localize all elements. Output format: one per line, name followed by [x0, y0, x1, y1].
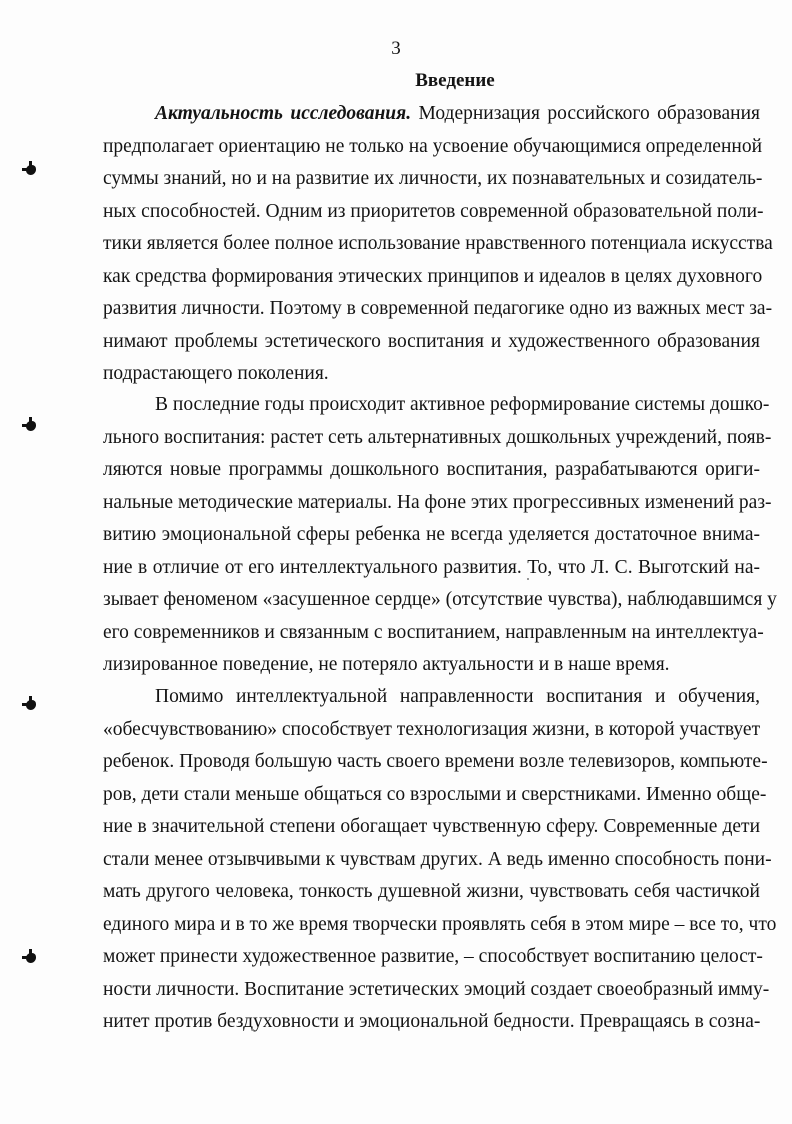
binding-hole-mark — [26, 165, 36, 175]
text-line: ние в значительной степени обогащает чувственную сферу. Современные дети — [103, 816, 760, 837]
text-line: предполагает ориентацию не только на усвоение обучающимися определенной — [103, 135, 763, 157]
text-line: тики является более полное использование нравственного потенциала искусства — [103, 233, 773, 254]
text-line: «обесчувствованию» способствует технологизация жизни, в которой участвует — [103, 718, 761, 740]
scan-speck — [527, 578, 529, 580]
text-line: как средства формирования этических принципов и идеалов в целях духовного — [103, 265, 763, 287]
text-line: нимают проблемы эстетического воспитания и художественного образования — [103, 330, 760, 352]
text-line: ров, дети стали меньше общаться со взрослыми и сверстниками. Именно обще- — [103, 783, 767, 805]
text-line: льного воспитания: растет сеть альтернативных дошкольных учреждений, появ- — [103, 426, 772, 448]
text-line: ние в отличие от его интеллектуального развития. То, что Л. С. Выготский на- — [103, 556, 760, 578]
text-line: зывает феноменом «засушенное сердце» (отсутствие чувства), наблюдавшимся у — [103, 589, 777, 610]
text-line: нитет против бездуховности и эмоциональной бедности. Превращаясь в созна- — [103, 1011, 761, 1032]
text-line: развития личности. Поэтому в современной педагогике одно из важных мест за- — [103, 298, 773, 319]
text-line: подрастающего поколения. — [103, 363, 329, 384]
text-line: нальные методические материалы. На фоне этих прогрессивных изменений раз- — [103, 491, 772, 513]
text-line: его современников и связанным с воспитанием, направленным на интеллектуа- — [103, 621, 764, 643]
text-line: ных способностей. Одним из приоритетов современной образовательной поли- — [103, 200, 764, 222]
paragraph-reform — [103, 389, 777, 682]
paragraph-technologization — [103, 681, 777, 1039]
text-line: суммы знаний, но и на развитие их личности, их познавательных и созидатель- — [103, 168, 763, 189]
paragraph-lead: Актуальность исследования. — [155, 103, 412, 124]
text-line: может принести художественное развитие, – способствует воспитанию целост- — [103, 946, 763, 967]
page-number: 3 — [391, 38, 401, 59]
text-line: ребенок. Проводя большую часть своего времени возле телевизоров, компьюте- — [103, 751, 768, 772]
binding-hole-mark — [26, 421, 36, 431]
text-line: стали менее отзывчивыми к чувствам других. А ведь именно способность пони- — [103, 848, 772, 870]
text-line: Помимо интеллектуальной направленности воспитания и обучения, — [155, 686, 760, 707]
text-line: ности личности. Воспитание эстетических эмоций создает своеобразный имму- — [103, 978, 770, 1000]
text-line: мать другого человека, тонкость душевной жизни, чувствовать себя частичкой — [103, 881, 760, 902]
text-line: лизированное поведение, не потеряло актуальности и в наше время. — [103, 654, 670, 675]
binding-hole-mark — [26, 700, 36, 710]
paragraph-relevance — [103, 98, 773, 391]
text-line: ляются новые программы дошкольного воспитания, разрабатываются ориги- — [103, 459, 760, 480]
text-line: единого мира и в то же время творчески проявлять себя в этом мире – все то, что — [103, 913, 777, 935]
binding-hole-mark — [26, 953, 36, 963]
text-line: Актуальность исследования. Модернизация российского образования — [155, 103, 760, 124]
text-line: В последние годы происходит активное реформирование системы дошко- — [155, 394, 770, 415]
text-line: витию эмоциональной сферы ребенка не всегда уделяется достаточное внима- — [103, 524, 760, 545]
section-heading: Введение — [415, 70, 495, 91]
